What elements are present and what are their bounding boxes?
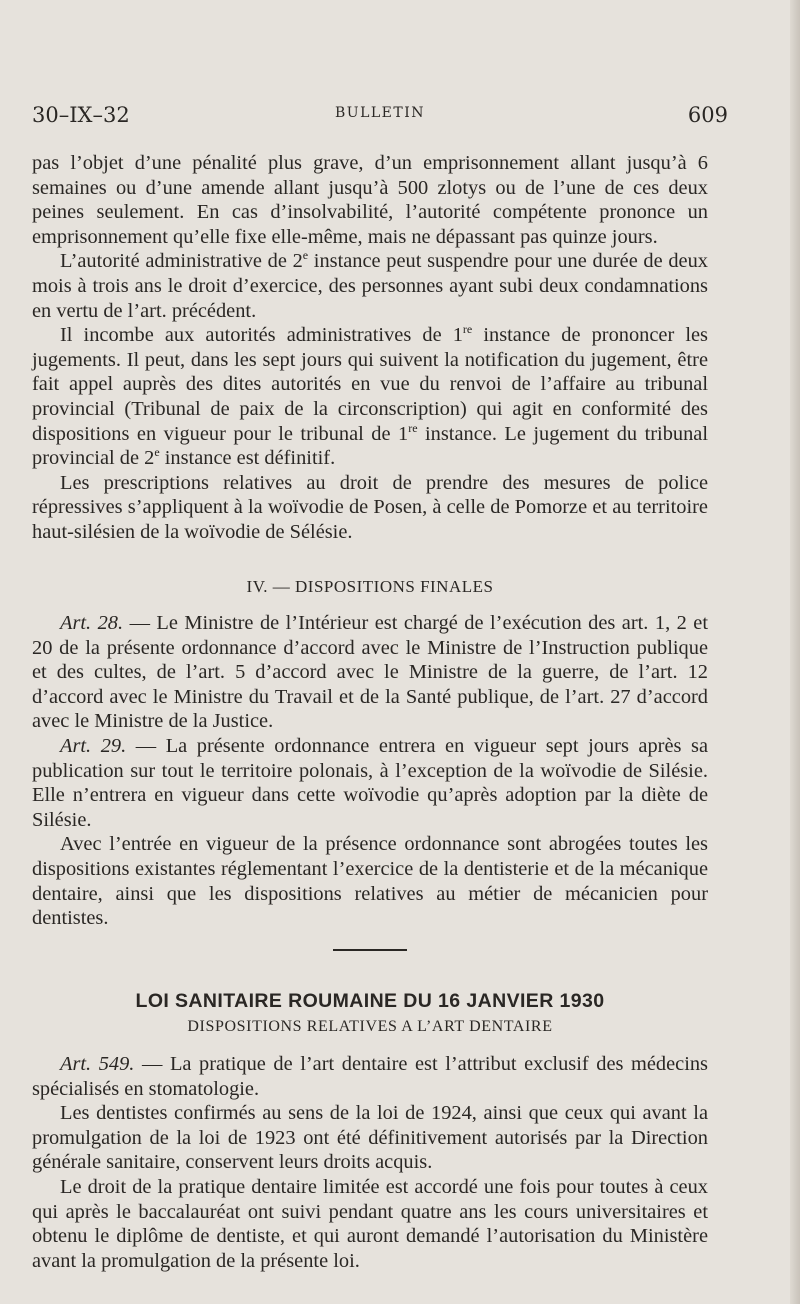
text-run: L’autorité administrative de 2 <box>60 250 303 273</box>
paragraph-jugements <box>32 323 708 471</box>
page-number: 609 <box>687 103 728 127</box>
article-29 <box>32 734 708 832</box>
law-subtitle: DISPOSITIONS RELATIVES A L’ART DENTAIRE <box>187 1018 553 1036</box>
text-run: instance de prononcer les jugements. Il peut, dans les sept jours qui suivent la notification du jugement, être fait appel auprès des dites autorités en vue du renvoi de l’affaire au tribunal provincial (Tribunal de paix de la circonscription) qui agit en conformité des dispositions en vigueur pour le tribunal de 1 <box>32 324 708 445</box>
superscript: re <box>462 322 473 337</box>
paragraph-droit: Le droit de la pratique dentaire limitée est accordé une fois pour toutes à ceux qui après le baccalauréat ont suivi pendant quatre ans les cours universitaires et obtenu le diplôme de dentiste, et qui auront demandé l’autorisation du Ministère avant la promulgation de la présente loi. <box>32 1175 708 1272</box>
superscript: e <box>302 248 309 263</box>
article-label: Art. 549. <box>60 1053 135 1075</box>
law-title: LOI SANITAIRE ROUMAINE DU 16 JANVIER 1930 <box>135 989 605 1012</box>
article-label: Art. 28. <box>60 612 124 635</box>
section-divider <box>333 949 407 951</box>
article-549 <box>32 1052 708 1101</box>
header-date: 30–IX–32 <box>32 103 130 127</box>
page-edge <box>790 0 800 1304</box>
paragraph-continued: pas l’objet d’une pénalité plus grave, d’un emprisonnement allant jusqu’à 6 semaines ou d’une amende allant jusqu’à 500 zlotys ou de l’une de ces deux peines seulement. En cas d’insolvabilité, l’autorité compétente prononce un emprisonnement qu’elle fixe elle-même, mais ne dépassant pas quinze jours. <box>32 152 708 248</box>
article-28 <box>32 611 708 734</box>
superscript: e <box>154 445 160 460</box>
article-label: Art. 29. <box>60 735 127 758</box>
paragraph-abrogation: Avec l’entrée en vigueur de la présence ordonnance sont abrogées toutes les dispositions existantes réglementant l’exercice de la dentisterie et de la mécanique dentaire, ainsi que les dispositions relatives au métier de mécanicien pour dentistes. <box>32 833 708 930</box>
text-run: — La présente ordonnance entrera en vigueur sept jours après sa publication sur tout le territoire polonais, à l’exception de la woïvodie de Silésie. Elle n’entrera en vigueur dans cette woïvodie qu’après adoption par la diète de Silésie. <box>32 735 708 831</box>
text-run: instance peut suspendre pour une durée de deux mois à trois ans le droit d’exercice, des personnes ayant subi deux condamnations en vertu de l’art. précédent. <box>32 250 708 322</box>
header-title: BULLETIN <box>334 105 426 121</box>
paragraph-prescriptions: Les prescriptions relatives au droit de prendre des mesures de police répressives s’appliquent à la woïvodie de Posen, à celle de Pomorze et au territoire haut-silésien de la woïvodie de Sélésie. <box>32 471 708 543</box>
text-run: — La pratique de l’art dentaire est l’attribut exclusif des médecins spécialisés en stomatologie. <box>32 1053 708 1100</box>
text-run: instance. Le jugement du tribunal provincial de 2 <box>32 422 708 470</box>
paragraph-dentistes: Les dentistes confirmés au sens de la loi de 1924, ainsi que ceux qui avant la promulgation de la loi de 1923 ont été définitivement autorisés par la Direction générale sanitaire, conservent leurs droits acquis. <box>32 1102 708 1174</box>
section-heading: IV. — DISPOSITIONS FINALES <box>246 576 494 596</box>
text-run: — Le Ministre de l’Intérieur est chargé de l’exécution des art. 1, 2 et 20 de la présente ordonnance d’accord avec le Ministre de l’Instruction publique et des cultes, de l’art. 5 d’accord avec le Ministre de la guerre, de l’art. 12 d’accord avec le Ministre du Travail et de la Santé publique, de l’art. 27 d’accord avec le Ministre de la Justice. <box>32 612 708 733</box>
page-body <box>32 151 708 1273</box>
paragraph-suspension <box>32 249 708 323</box>
text-run: instance est définitif. <box>159 447 336 470</box>
superscript: re <box>408 420 418 435</box>
page-header <box>32 103 728 131</box>
text-run: Il incombe aux autorités administratives de 1 <box>60 324 463 347</box>
